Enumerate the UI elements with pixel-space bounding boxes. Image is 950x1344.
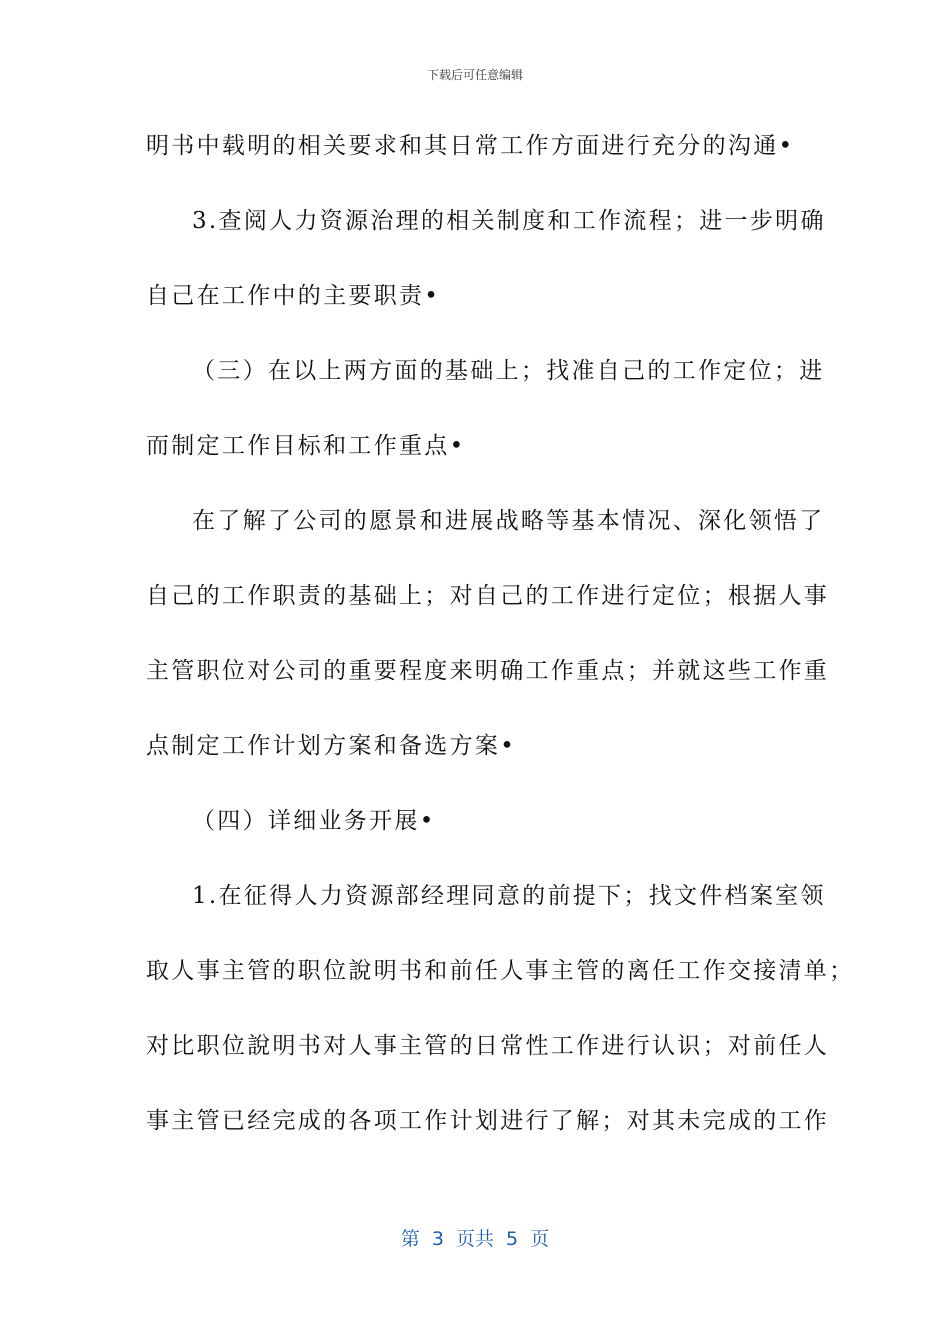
text-line: 事主管已经完成的各项工作计划进行了解；对其未完成的工作 [146,1108,830,1134]
header-note: 下载后可任意编辑 [426,68,523,82]
text-line: 明书中载明的相关要求和其日常工作方面进行充分的沟通• [146,133,795,159]
text-line: 取人事主管的职位說明书和前任人事主管的离任工作交接清单； [146,958,855,984]
text-line: （四）详细业务开展• [192,808,436,834]
footer-prefix: 第 [400,1228,420,1250]
text-line: 3.查阅人力资源治理的相关制度和工作流程；进一步明确 [192,208,826,234]
page-footer [0,1224,950,1251]
text-line: 对比职位說明书对人事主管的日常性工作进行认识；对前任人 [146,1033,830,1059]
total-pages-number: 5 [506,1228,519,1250]
text-line: 1.在征得人力资源部经理同意的前提下；找文件档案室领 [192,883,826,909]
text-line: 点制定工作计划方案和备选方案• [146,733,517,759]
text-line: 自己在工作中的主要职责• [146,283,441,309]
text-line: 主管职位对公司的重要程度来明确工作重点；并就这些工作重 [146,658,830,684]
footer-suffix: 页 [530,1228,550,1250]
text-line: 而制定工作目标和工作重点• [146,433,466,459]
footer-middle: 页共 [455,1228,494,1250]
text-line: 在了解了公司的愿景和进展战略等基本情况、深化领悟了 [192,508,825,534]
current-page-number: 3 [431,1228,444,1250]
document-body [146,115,855,1165]
text-line: （三）在以上两方面的基础上；找准自己的工作定位；进 [192,358,825,384]
text-line: 自己的工作职责的基础上；对自己的工作进行定位；根据人事 [146,583,830,609]
